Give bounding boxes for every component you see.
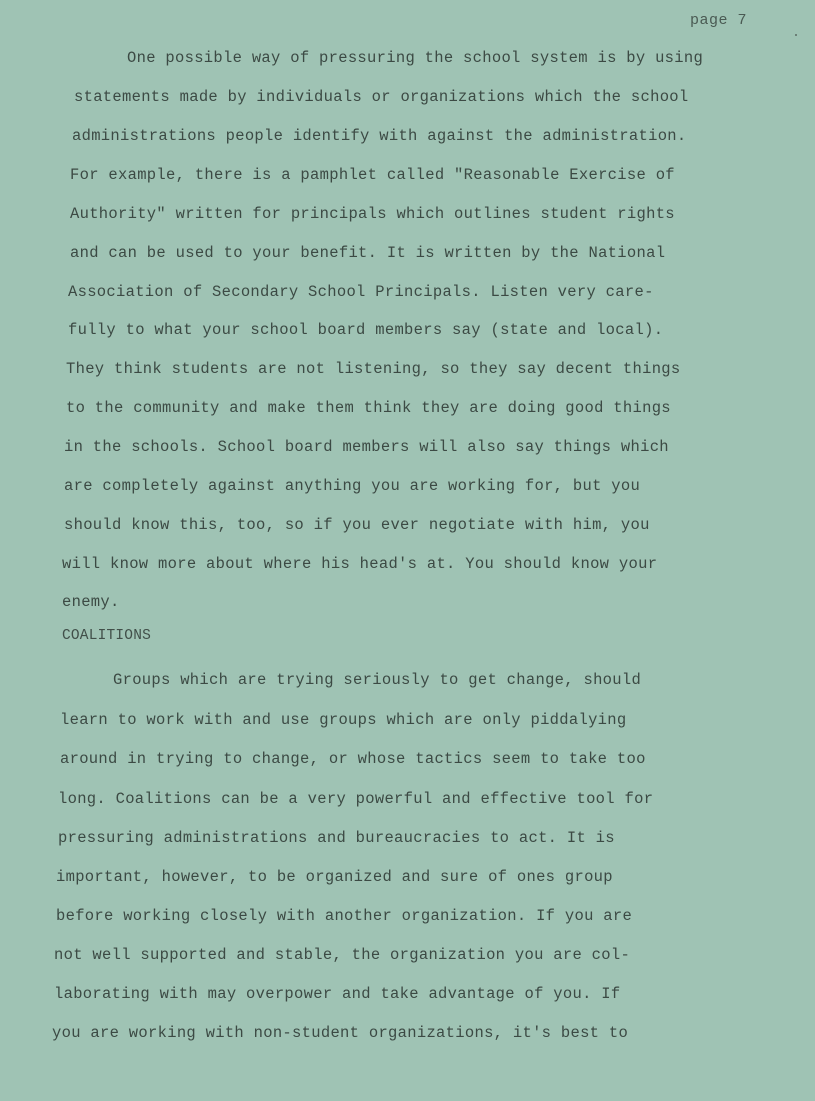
paragraph-2-line: not well supported and stable, the organization you are col- bbox=[54, 946, 631, 964]
paragraph-2-line: important, however, to be organized and sure of ones group bbox=[56, 868, 613, 886]
paragraph-1-line: in the schools. School board members will also say things which bbox=[64, 438, 669, 456]
page-number: page 7 bbox=[689, 12, 747, 29]
paragraph-1-line: and can be used to your benefit. It is written by the National bbox=[70, 244, 666, 262]
paragraph-1-line: fully to what your school board members say (state and local). bbox=[68, 321, 664, 339]
section-heading: COALITIONS bbox=[62, 628, 152, 644]
paragraph-1-line: administrations people identify with against the administration. bbox=[72, 127, 687, 145]
paragraph-2-line: learn to work with and use groups which are only piddalying bbox=[60, 711, 627, 729]
paragraph-2-line: pressuring administrations and bureaucracies to act. It is bbox=[58, 829, 615, 847]
paragraph-1-line: They think students are not listening, so they say decent things bbox=[66, 360, 681, 378]
paragraph-2-line: laborating with may overpower and take advantage of you. If bbox=[54, 985, 621, 1003]
paragraph-2-line: before working closely with another organization. If you are bbox=[56, 907, 633, 925]
paragraph-1-line: One possible way of pressuring the school system is by using bbox=[127, 49, 704, 67]
paper-speck bbox=[795, 34, 797, 36]
paragraph-2-line: Groups which are trying seriously to get change, should bbox=[113, 671, 642, 689]
paragraph-1-line: statements made by individuals or organizations which the school bbox=[74, 88, 689, 106]
paragraph-1-line: to the community and make them think they are doing good things bbox=[66, 399, 671, 417]
paragraph-2-line: long. Coalitions can be a very powerful and effective tool for bbox=[58, 790, 654, 808]
paragraph-2-line: around in trying to change, or whose tactics seem to take too bbox=[60, 750, 646, 768]
paragraph-1-line: will know more about where his head's at. You should know your bbox=[62, 555, 658, 573]
paragraph-1-line: Authority" written for principals which outlines student rights bbox=[70, 205, 675, 223]
paragraph-1-line: For example, there is a pamphlet called "Reasonable Exercise of bbox=[70, 166, 675, 184]
paragraph-1-line: Association of Secondary School Principals. Listen very care- bbox=[68, 283, 654, 301]
paragraph-1-line: are completely against anything you are working for, but you bbox=[64, 477, 641, 495]
paragraph-1-line: enemy. bbox=[62, 593, 120, 611]
paragraph-2-line: you are working with non-student organizations, it's best to bbox=[52, 1024, 629, 1042]
paragraph-1-line: should know this, too, so if you ever negotiate with him, you bbox=[64, 516, 650, 534]
